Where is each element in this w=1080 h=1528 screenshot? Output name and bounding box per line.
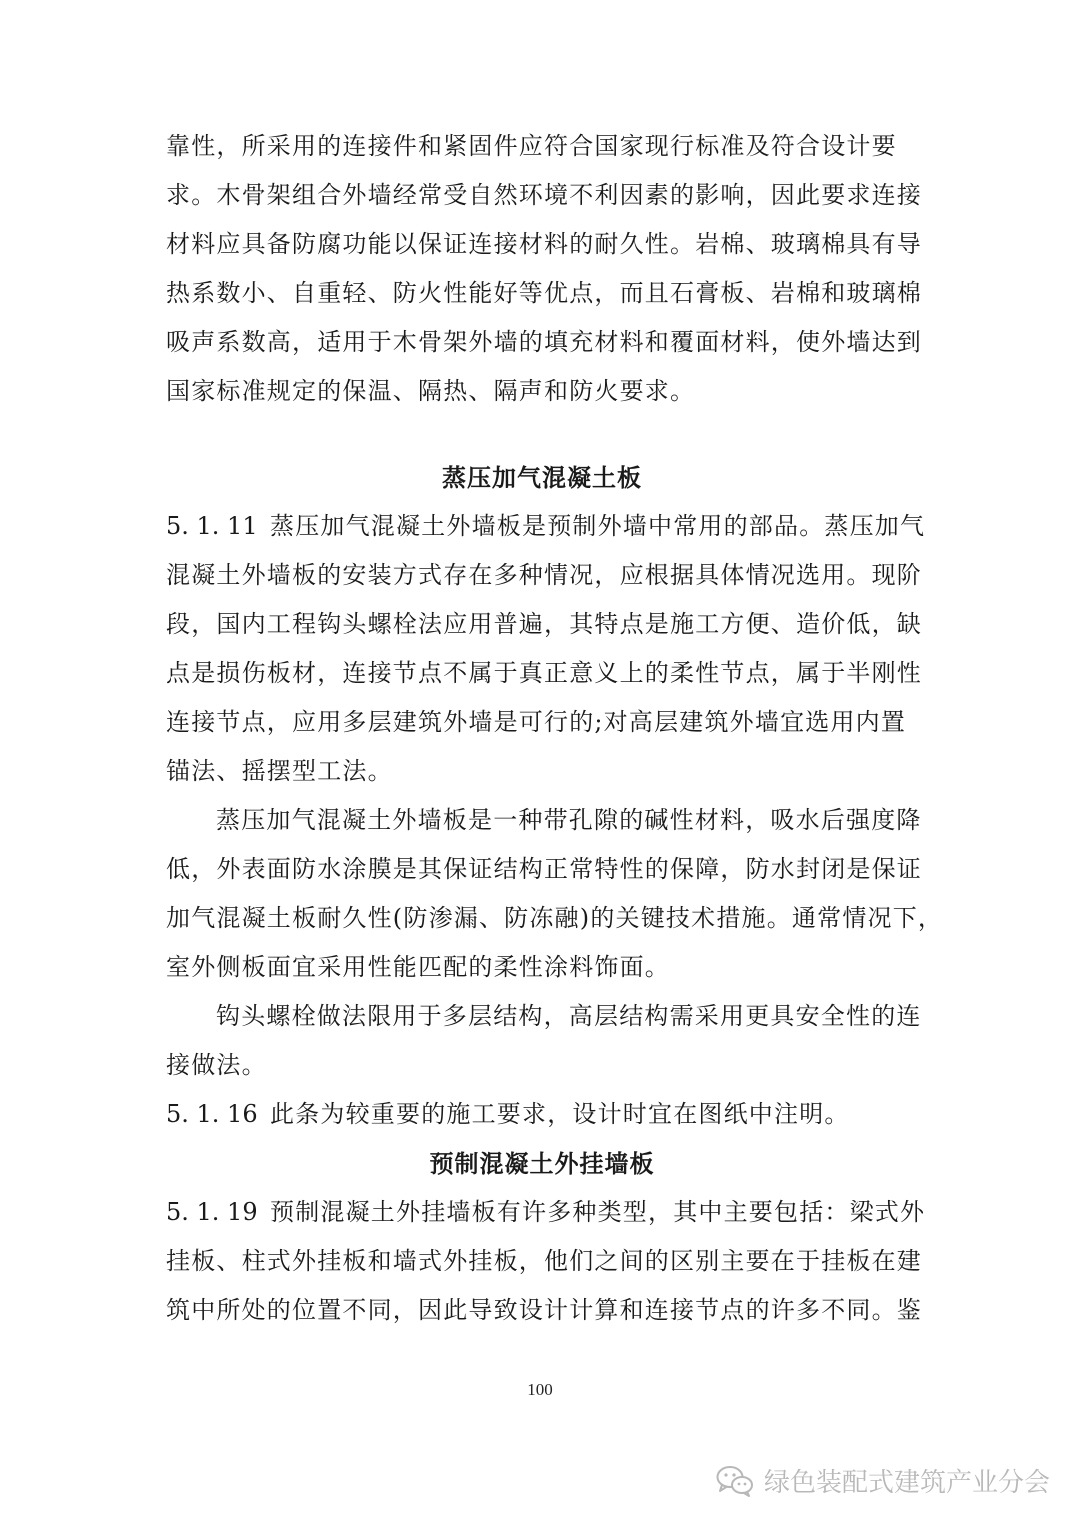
paragraph-line: 求。木骨架组合外墙经常受自然环境不利因素的影响，因此要求连接 [166,181,922,209]
paragraph-line: 室外侧板面宜采用性能匹配的柔性涂料饰面。 [166,953,670,981]
clause-5-1-11-first-line [166,502,926,551]
paragraph-line: 连接节点，应用多层建筑外墙是可行的;对高层建筑外墙宜选用内置 [166,708,907,736]
document-body [166,122,944,1335]
clause-number: 5. 1. 19 [166,1198,258,1226]
wechat-icon [716,1465,754,1497]
paragraph-line: 低，外表面防水涂膜是其保证结构正常特性的保障，防水封闭是保证 [166,855,922,883]
clause-text: 此条为较重要的施工要求，设计时宜在图纸中注明。 [270,1100,850,1128]
spacer [166,416,918,453]
paragraph-line: 接做法。 [166,1051,267,1079]
paragraph-line: 热系数小、自重轻、防火性能好等优点，而且石膏板、岩棉和玻璃棉 [166,279,922,307]
clause-number: 5. 1. 16 [166,1100,258,1128]
paragraph-line: 蒸压加气混凝土外墙板是一种带孔隙的碱性材料，吸水后强度降 [216,806,922,834]
clause-5-1-19-first-line [166,1188,926,1237]
watermark [716,1462,1050,1499]
page-number: 100 [527,1380,553,1399]
paragraph-line: 吸声系数高，适用于木骨架外墙的填充材料和覆面材料，使外墙达到 [166,328,922,356]
paragraph-line: 锚法、摇摆型工法。 [166,757,393,785]
clause-text: 蒸压加气混凝土外墙板是预制外墙中常用的部品。蒸压加气 [270,512,926,540]
paragraph-line: 材料应具备防腐功能以保证连接材料的耐久性。岩棉、玻璃棉具有导 [166,230,922,258]
paragraph-line: 加气混凝土板耐久性(防渗漏、防冻融)的关键技术措施。通常情况下， [166,904,944,932]
watermark-text: 绿色装配式建筑产业分会 [763,1468,1050,1498]
paragraph-line: 钩头螺栓做法限用于多层结构，高层结构需采用更具安全性的连 [216,1002,922,1030]
paragraph-line: 点是损伤板材，连接节点不属于真正意义上的柔性节点，属于半刚性 [166,659,922,687]
clause-5-1-16 [166,1090,918,1139]
paragraph-line: 段，国内工程钩头螺栓法应用普遍，其特点是施工方便、造价低，缺 [166,610,922,638]
paragraph-line: 筑中所处的位置不同，因此导致设计计算和连接节点的许多不同。鉴 [166,1296,922,1324]
paragraph-line: 靠性，所采用的连接件和紧固件应符合国家现行标准及符合设计要 [166,132,897,160]
section-title-aac-panel: 蒸压加气混凝土板 [442,463,642,492]
section-title-precast-panel: 预制混凝土外挂墙板 [429,1149,655,1178]
paragraph-line: 混凝土外墙板的安装方式存在多种情况，应根据具体情况选用。现阶 [166,561,922,589]
paragraph-line: 国家标准规定的保温、隔热、隔声和防火要求。 [166,377,696,405]
clause-number: 5. 1. 11 [166,512,258,540]
paragraph-line: 挂板、柱式外挂板和墙式外挂板，他们之间的区别主要在于挂板在建 [166,1247,922,1275]
clause-text: 预制混凝土外挂墙板有许多种类型，其中主要包括：梁式外 [270,1198,926,1226]
